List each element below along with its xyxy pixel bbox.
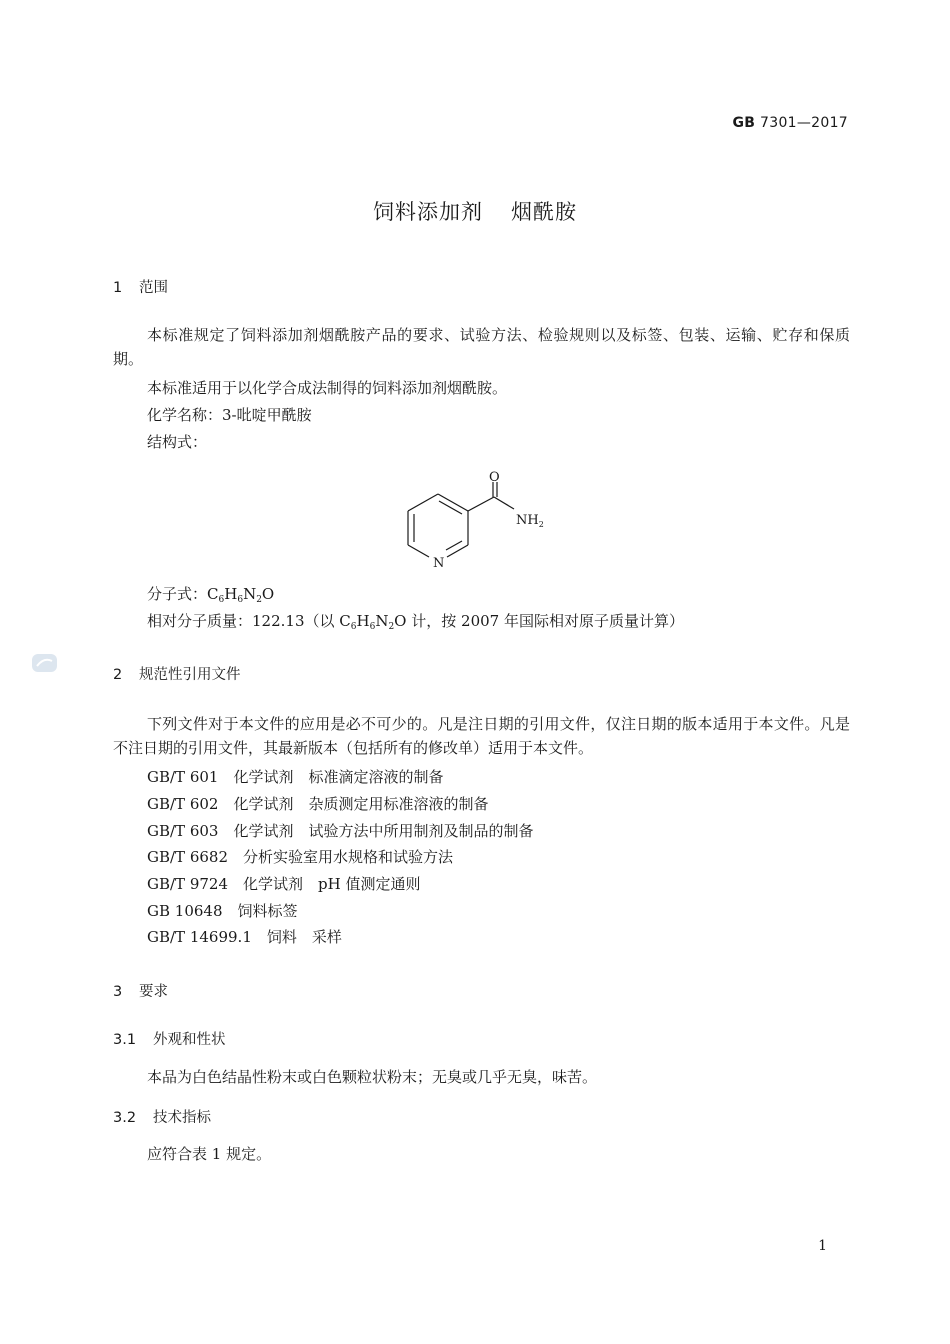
standard-year: 7301—2017 <box>760 115 848 131</box>
page-number: 1 <box>818 1238 827 1254</box>
oxygen-label: O <box>489 470 500 485</box>
nicotinamide-structure-diagram <box>395 460 565 585</box>
reference-item: GB/T 603 化学试剂 试验方法中所用制剂及制品的制备 <box>147 822 534 840</box>
structure-label: 结构式： <box>147 433 208 451</box>
section-title: 要求 <box>139 984 168 1000</box>
sac-watermark-logo-icon <box>31 652 58 674</box>
subsection-number: 3.2 <box>113 1110 137 1126</box>
normative-references-intro: 下列文件对于本文件的应用是必不可少的。凡是注日期的引用文件，仅注日期的版本适用于本文件。凡是不注日期的引用文件，其最新版本（包括所有的修改单）适用于本文件。 <box>113 715 850 757</box>
section-number: 2 <box>113 667 123 683</box>
standard-code: GB <box>732 115 756 131</box>
section-title: 规范性引用文件 <box>139 667 241 683</box>
subsection-3-1-heading <box>113 1028 226 1049</box>
ring-nitrogen-label: N <box>433 556 445 571</box>
section-2-heading <box>113 663 241 684</box>
reference-item: GB/T 9724 化学试剂 pH 值测定通则 <box>147 875 421 893</box>
section-3-heading <box>113 980 168 1001</box>
section-title: 范围 <box>139 280 168 296</box>
section-1-heading <box>113 276 168 297</box>
appearance-text: 本品为白色结晶性粉末或白色颗粒状粉末；无臭或几乎无臭，味苦。 <box>147 1068 598 1086</box>
subsection-3-2-heading <box>113 1106 211 1127</box>
molecular-formula: 分子式：$C_6H_6N_2O$ <box>147 585 275 605</box>
subsection-title: 外观和性状 <box>153 1032 226 1048</box>
page-title <box>0 196 950 226</box>
amine-label: $NH_2$ <box>516 513 544 529</box>
chemical-name: 化学名称：3-吡啶甲酰胺 <box>147 406 312 424</box>
reference-item: GB/T 602 化学试剂 杂质测定用标准溶液的制备 <box>147 795 489 813</box>
section-number: 1 <box>113 280 123 296</box>
title-part-1: 饲料添加剂 <box>373 200 483 224</box>
scope-paragraph-2: 本标准适用于以化学合成法制得的饲料添加剂烟酰胺。 <box>147 379 508 397</box>
reference-item: GB/T 6682 分析实验室用水规格和试验方法 <box>147 848 454 866</box>
subsection-number: 3.1 <box>113 1032 137 1048</box>
molecular-mass: 相对分子质量：122.13（以 $C_6H_6N_2O$ 计，按 2007 年国际相对原子质量计算） <box>147 612 684 632</box>
standard-number <box>733 115 849 131</box>
subsection-title: 技术指标 <box>153 1110 211 1126</box>
reference-item: GB/T 601 化学试剂 标准滴定溶液的制备 <box>147 768 444 786</box>
reference-item: GB 10648 饲料标签 <box>147 902 298 920</box>
section-number: 3 <box>113 984 123 1000</box>
scope-paragraph-1: 本标准规定了饲料添加剂烟酰胺产品的要求、试验方法、检验规则以及标签、包装、运输、贮存和保质期。 <box>113 326 850 368</box>
title-part-2: 烟酰胺 <box>511 200 577 224</box>
reference-item: GB/T 14699.1 饲料 采样 <box>147 928 342 946</box>
specification-text: 应符合表 1 规定。 <box>147 1145 272 1163</box>
